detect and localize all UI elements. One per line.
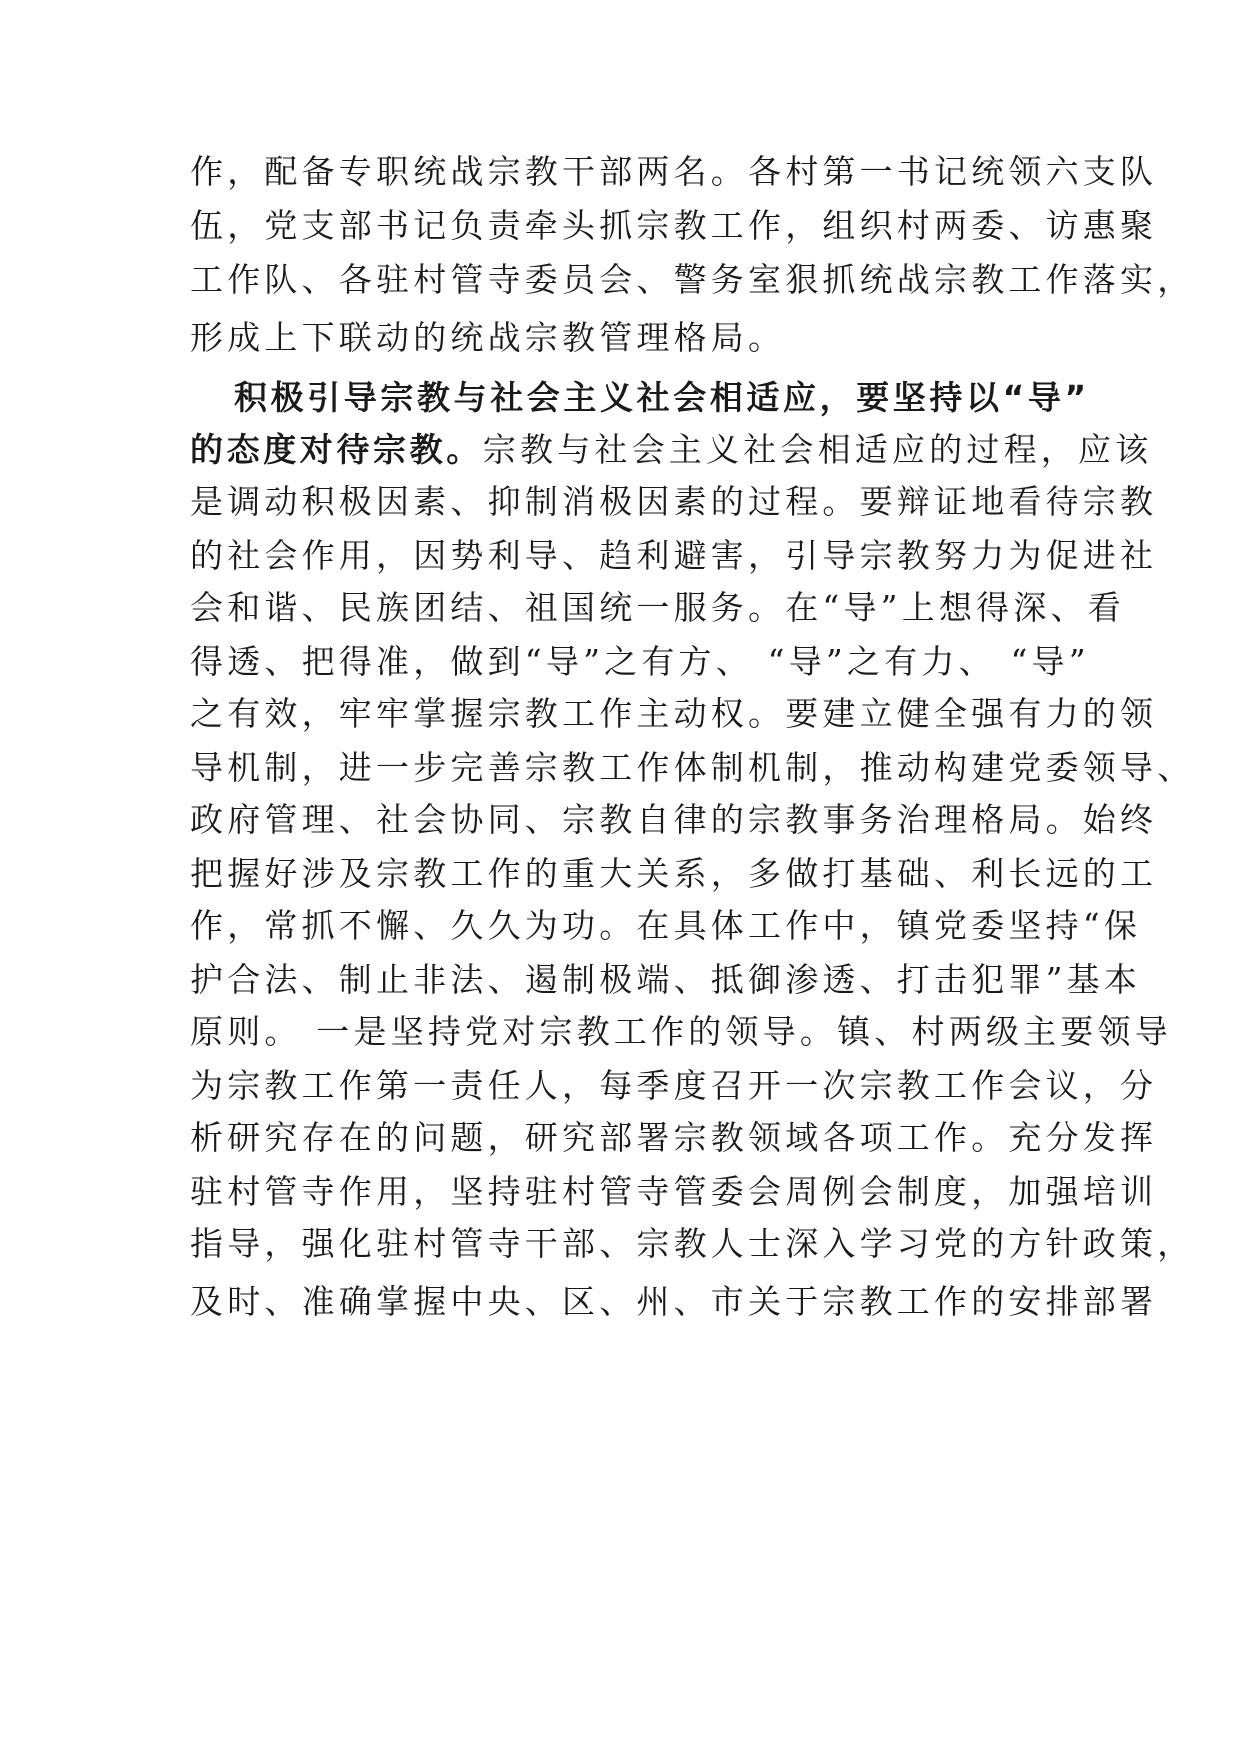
line-text: 工作队、各驻村管寺委员会、警务室狠抓统战宗教工作落实，	[190, 260, 1195, 299]
line-text: 原则。 一是坚持党对宗教工作的领导。镇、村两级主要领导	[190, 1012, 1172, 1051]
line-text: 作，常抓不懈、久久为功。在具体工作中，镇党委坚持“保	[190, 906, 1142, 945]
text-line	[190, 1282, 1157, 1322]
line-text: 护合法、制止非法、遏制极端、抵御渗透、打击犯罪”基本	[190, 960, 1142, 999]
text-line	[190, 906, 1141, 946]
text-line	[190, 642, 1090, 682]
line-text: 会和谐、民族团结、祖国统一服务。在“导”上想得深、看	[190, 588, 1125, 627]
text-line	[190, 694, 1157, 734]
text-line	[190, 536, 1157, 576]
text-line	[190, 152, 1157, 192]
section-heading: 积极引导宗教与社会主义社会相适应，要坚持以“导”	[234, 378, 1090, 417]
line-text: 是调动积极因素、抑制消极因素的过程。要辩证地看待宗教	[190, 482, 1158, 521]
line-text: 及时、准确掌握中央、区、州、市关于宗教工作的安排部署	[190, 1282, 1158, 1321]
text-line	[190, 748, 1194, 788]
line-text: 析研究存在的问题，研究部署宗教领域各项工作。充分发挥	[190, 1118, 1158, 1157]
text-line	[190, 1224, 1194, 1264]
section-heading: 的态度对待宗教。	[190, 430, 483, 469]
text-line	[190, 430, 1152, 470]
line-text: 作，配备专职统战宗教干部两名。各村第一书记统领六支队	[190, 152, 1158, 191]
line-text: 把握好涉及宗教工作的重大关系，多做打基础、利长远的工	[190, 854, 1158, 893]
text-line	[190, 1012, 1172, 1052]
line-text: 为宗教工作第一责任人，每季度召开一次宗教工作会议，分	[190, 1066, 1158, 1105]
line-text: 宗教与社会主义社会相适应的过程，应该	[482, 430, 1153, 469]
text-line	[190, 1066, 1157, 1106]
text-line	[190, 318, 785, 358]
line-text: 导机制，进一步完善宗教工作体制机制，推动构建党委领导、	[190, 748, 1195, 787]
line-text: 之有效，牢牢掌握宗教工作主动权。要建立健全强有力的领	[190, 694, 1158, 733]
line-text: 得透、把得准，做到“导”之有方、 “导”之有力、 “导”	[190, 642, 1090, 681]
text-line	[190, 800, 1157, 840]
text-line	[190, 854, 1157, 894]
section-heading-line	[234, 378, 1090, 418]
text-line	[190, 260, 1194, 300]
line-text: 政府管理、社会协同、宗教自律的宗教事务治理格局。始终	[190, 800, 1158, 839]
text-line	[190, 588, 1125, 628]
text-line	[190, 206, 1157, 246]
line-text: 驻村管寺作用，坚持驻村管寺管委会周例会制度，加强培训	[190, 1172, 1158, 1211]
line-text: 指导，强化驻村管寺干部、宗教人士深入学习党的方针政策，	[190, 1224, 1195, 1263]
text-line	[190, 1118, 1157, 1158]
line-text: 形成上下联动的统战宗教管理格局。	[190, 318, 786, 357]
line-text: 的社会作用，因势利导、趋利避害，引导宗教努力为促进社	[190, 536, 1158, 575]
text-line	[190, 960, 1141, 1000]
text-line	[190, 482, 1157, 522]
text-line	[190, 1172, 1157, 1212]
line-text: 伍，党支部书记负责牵头抓宗教工作，组织村两委、访惠聚	[190, 206, 1158, 245]
